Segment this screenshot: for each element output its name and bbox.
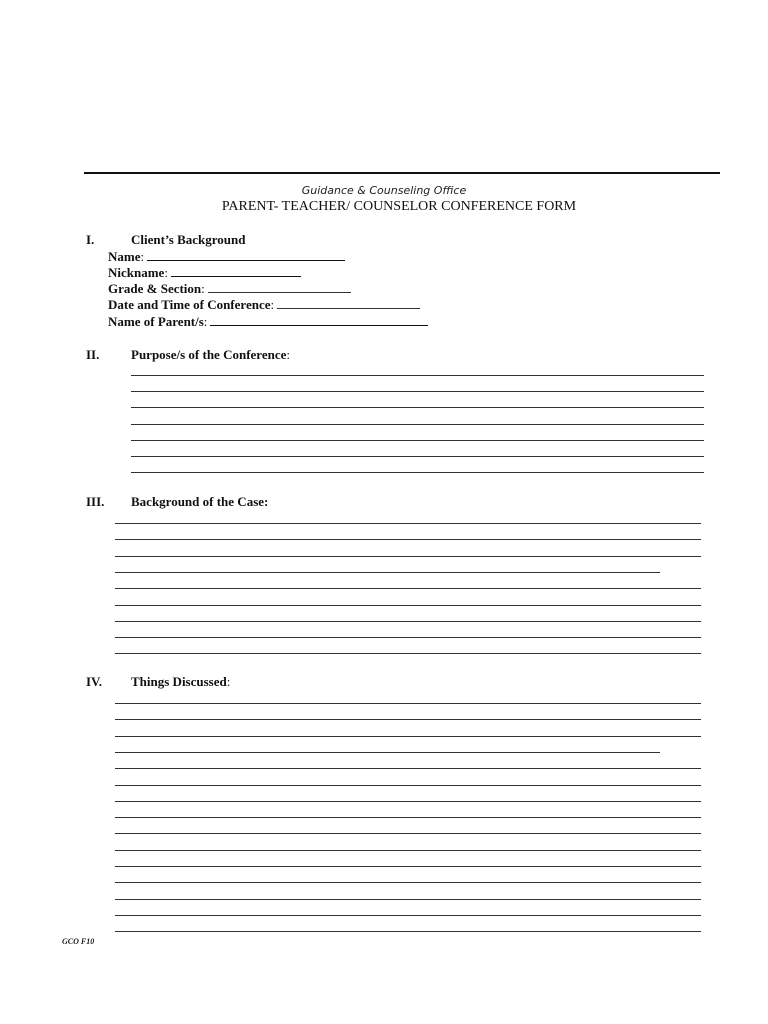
writing-line[interactable] — [115, 605, 701, 606]
form-title: PARENT- TEACHER/ COUNSELOR CONFERENCE FORM — [221, 199, 577, 214]
section-1-title: Client’s Background — [131, 232, 246, 247]
writing-line[interactable] — [131, 440, 704, 441]
writing-line[interactable] — [115, 833, 701, 834]
writing-line[interactable] — [115, 736, 701, 737]
section-4-number: IV. — [86, 674, 103, 689]
grade-section-label: Grade & Section — [108, 281, 202, 296]
office-name: Guidance & Counseling Office — [301, 184, 467, 197]
section-3-title: Background of the Case: — [131, 494, 269, 509]
date-time-label: Date and Time of Conference — [108, 297, 271, 312]
nickname-label: Nickname — [108, 265, 165, 280]
section-2-title — [131, 347, 290, 363]
date-time-blank[interactable] — [277, 299, 420, 309]
writing-line[interactable] — [131, 424, 704, 425]
name-blank[interactable] — [147, 251, 345, 261]
writing-line[interactable] — [131, 375, 704, 376]
parent-name-colon: : — [203, 314, 208, 329]
section-2-title-text: Purpose/s of the Conference — [131, 347, 287, 362]
section-4-title — [131, 674, 230, 690]
writing-line[interactable] — [115, 817, 701, 818]
section-1-number: I. — [86, 232, 95, 247]
writing-line[interactable] — [115, 703, 701, 704]
writing-line[interactable] — [115, 719, 701, 720]
header-rule — [84, 172, 720, 174]
name-colon: : — [140, 249, 145, 264]
parent-name-field[interactable] — [108, 314, 428, 330]
writing-line[interactable] — [115, 621, 701, 622]
writing-line[interactable] — [115, 866, 701, 867]
parent-name-blank[interactable] — [210, 316, 428, 326]
writing-line[interactable] — [115, 539, 701, 540]
grade-section-field[interactable] — [108, 281, 351, 297]
writing-line[interactable] — [131, 407, 704, 408]
writing-line[interactable] — [115, 637, 701, 638]
section-4-colon: : — [226, 674, 231, 689]
writing-line[interactable] — [131, 456, 704, 457]
writing-line[interactable] — [115, 915, 701, 916]
writing-line[interactable] — [115, 801, 701, 802]
grade-section-colon: : — [201, 281, 205, 296]
writing-line[interactable] — [131, 472, 704, 473]
nickname-blank[interactable] — [171, 267, 301, 277]
grade-section-blank[interactable] — [208, 283, 351, 293]
writing-line[interactable] — [115, 785, 701, 786]
nickname-field[interactable] — [108, 265, 301, 281]
section-4-title-text: Things Discussed — [131, 674, 227, 689]
writing-line[interactable] — [115, 556, 701, 557]
writing-line[interactable] — [131, 391, 704, 392]
nickname-colon: : — [164, 265, 168, 280]
date-time-colon: : — [270, 297, 275, 312]
writing-line[interactable] — [115, 653, 701, 654]
writing-line[interactable] — [115, 850, 701, 851]
parent-name-label: Name of Parent/s — [108, 314, 204, 329]
date-time-field[interactable] — [108, 297, 420, 313]
section-2-number: II. — [86, 347, 100, 362]
writing-line[interactable] — [115, 752, 660, 753]
section-2-colon: : — [286, 347, 290, 362]
writing-line[interactable] — [115, 523, 701, 524]
writing-line[interactable] — [115, 882, 701, 883]
writing-line[interactable] — [115, 899, 701, 900]
name-field[interactable] — [108, 249, 345, 265]
writing-line[interactable] — [115, 768, 701, 769]
section-3-number: III. — [86, 494, 105, 509]
writing-line[interactable] — [115, 588, 701, 589]
writing-line[interactable] — [115, 931, 701, 932]
form-code: GCO F10 — [62, 937, 95, 946]
writing-line[interactable] — [115, 572, 660, 573]
name-label: Name — [108, 249, 141, 264]
